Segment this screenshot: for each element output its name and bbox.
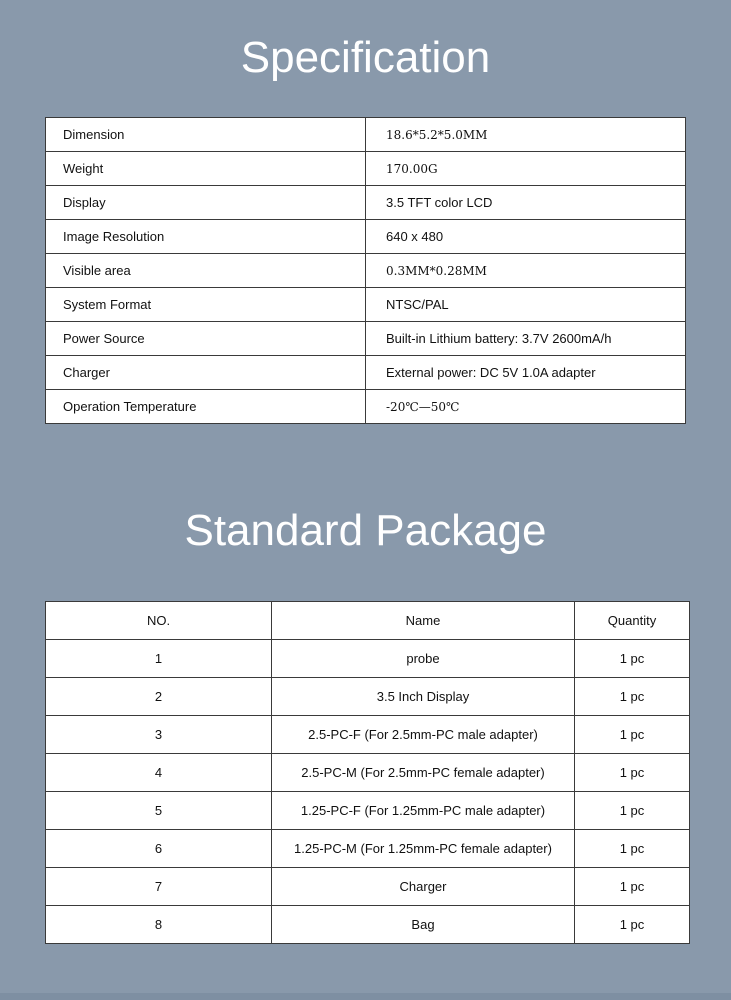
package-name: 2.5-PC-F (For 2.5mm-PC male adapter) [272, 716, 575, 754]
spec-label-system-format: System Format [46, 288, 366, 322]
spec-label-image-resolution: Image Resolution [46, 220, 366, 254]
package-no: 6 [46, 830, 272, 868]
package-name: 1.25-PC-F (For 1.25mm-PC male adapter) [272, 792, 575, 830]
table-header-row [46, 602, 690, 640]
package-quantity: 1 pc [575, 830, 690, 868]
package-no: 3 [46, 716, 272, 754]
table-row [46, 678, 690, 716]
spec-value-weight: 170.00G [366, 152, 686, 186]
table-row [46, 754, 690, 792]
table-row [46, 830, 690, 868]
spec-value-charger: External power: DC 5V 1.0A adapter [366, 356, 686, 390]
column-header-name: Name [272, 602, 575, 640]
table-row [46, 906, 690, 944]
package-quantity: 1 pc [575, 640, 690, 678]
package-quantity: 1 pc [575, 792, 690, 830]
table-row [46, 868, 690, 906]
package-no: 5 [46, 792, 272, 830]
package-name: 1.25-PC-M (For 1.25mm-PC female adapter) [272, 830, 575, 868]
spec-value-visible-area: 0.3MM*0.28MM [366, 254, 686, 288]
bottom-divider [0, 993, 731, 1000]
standard-package-heading: Standard Package [184, 506, 547, 555]
spec-value-operation-temperature: -20℃—50℃ [366, 390, 686, 424]
column-header-no: NO. [46, 602, 272, 640]
package-quantity: 1 pc [575, 754, 690, 792]
table-row [46, 390, 686, 424]
table-row [46, 220, 686, 254]
table-row [46, 254, 686, 288]
package-no: 7 [46, 868, 272, 906]
spec-label-charger: Charger [46, 356, 366, 390]
package-quantity: 1 pc [575, 868, 690, 906]
package-name: Bag [272, 906, 575, 944]
spec-value-dimension: 18.6*5.2*5.0MM [366, 118, 686, 152]
package-name: 2.5-PC-M (For 2.5mm-PC female adapter) [272, 754, 575, 792]
package-no: 4 [46, 754, 272, 792]
spec-value-power-source: Built-in Lithium battery: 3.7V 2600mA/h [366, 322, 686, 356]
specification-heading: Specification [240, 33, 491, 82]
spec-label-display: Display [46, 186, 366, 220]
package-quantity: 1 pc [575, 716, 690, 754]
package-no: 8 [46, 906, 272, 944]
table-row [46, 640, 690, 678]
table-row [46, 716, 690, 754]
package-name: 3.5 Inch Display [272, 678, 575, 716]
spec-value-display: 3.5 TFT color LCD [366, 186, 686, 220]
table-row [46, 288, 686, 322]
spec-label-operation-temperature: Operation Temperature [46, 390, 366, 424]
package-quantity: 1 pc [575, 678, 690, 716]
spec-label-power-source: Power Source [46, 322, 366, 356]
spec-label-dimension: Dimension [46, 118, 366, 152]
spec-label-visible-area: Visible area [46, 254, 366, 288]
specification-table [45, 117, 686, 424]
table-row [46, 792, 690, 830]
standard-package-table [45, 601, 690, 944]
table-row [46, 356, 686, 390]
table-row [46, 118, 686, 152]
package-no: 2 [46, 678, 272, 716]
spec-label-weight: Weight [46, 152, 366, 186]
package-name: probe [272, 640, 575, 678]
package-name: Charger [272, 868, 575, 906]
package-quantity: 1 pc [575, 906, 690, 944]
table-row [46, 186, 686, 220]
table-row [46, 152, 686, 186]
spec-value-image-resolution: 640 x 480 [366, 220, 686, 254]
spec-value-system-format: NTSC/PAL [366, 288, 686, 322]
package-no: 1 [46, 640, 272, 678]
table-row [46, 322, 686, 356]
column-header-quantity: Quantity [575, 602, 690, 640]
